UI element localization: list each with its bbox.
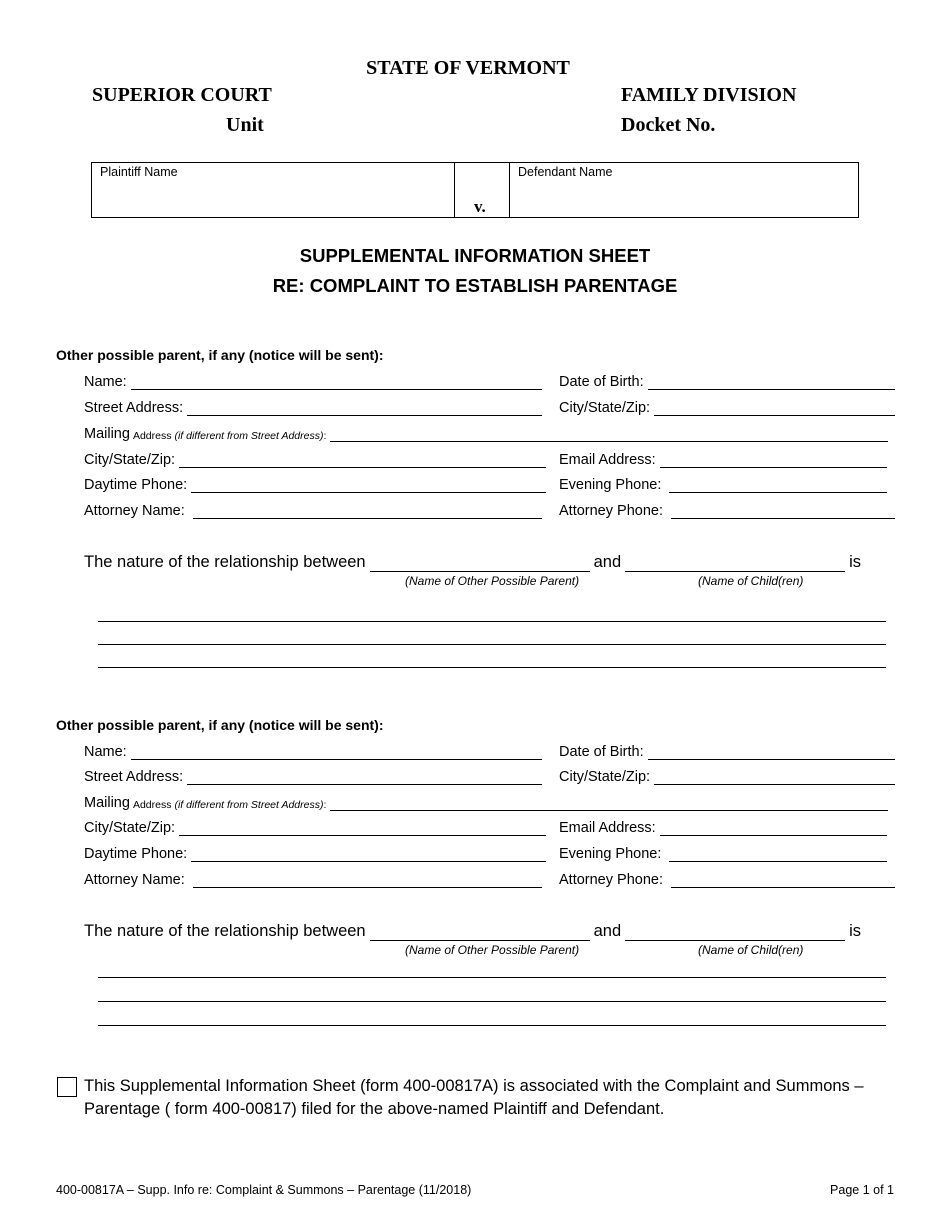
daytime-phone-label: Daytime Phone: bbox=[84, 846, 188, 862]
child-name-blank[interactable] bbox=[625, 923, 845, 941]
relationship-text: The nature of the relationship between bbox=[84, 922, 366, 940]
relationship-answer-line[interactable] bbox=[98, 644, 886, 645]
dob-field[interactable] bbox=[559, 370, 895, 390]
city-state-zip-field[interactable] bbox=[84, 816, 546, 836]
attorney-name-field[interactable] bbox=[84, 868, 542, 888]
child-name-blank[interactable] bbox=[625, 554, 845, 572]
caption-children: (Name of Child(ren) bbox=[698, 943, 804, 957]
other-parent-name-blank[interactable] bbox=[370, 554, 590, 572]
dob-field[interactable] bbox=[559, 740, 895, 760]
caption-other-parent: (Name of Other Possible Parent) bbox=[405, 574, 580, 588]
relationship-answer-line[interactable] bbox=[98, 977, 886, 978]
attorney-name-field[interactable] bbox=[84, 499, 542, 519]
defendant-name-label: Defendant Name bbox=[518, 165, 613, 179]
city-state-zip-label: City/State/Zip: bbox=[84, 452, 176, 468]
attorney-name-label: Attorney Name: bbox=[84, 503, 185, 519]
plaintiff-name-label: Plaintiff Name bbox=[100, 165, 178, 179]
attorney-name-label: Attorney Name: bbox=[84, 872, 185, 888]
street-address-label: Street Address: bbox=[84, 400, 184, 416]
attorney-phone-label: Attorney Phone: bbox=[559, 872, 663, 888]
name-label: Name: bbox=[84, 744, 127, 760]
city-state-zip-right-field[interactable] bbox=[559, 396, 895, 416]
city-state-zip-label: City/State/Zip: bbox=[559, 769, 651, 785]
relationship-is: is bbox=[849, 922, 862, 940]
dob-label: Date of Birth: bbox=[559, 744, 644, 760]
evening-phone-label: Evening Phone: bbox=[559, 477, 662, 493]
street-address-field[interactable] bbox=[84, 765, 542, 785]
name-field[interactable] bbox=[84, 370, 542, 390]
dob-label: Date of Birth: bbox=[559, 374, 644, 390]
defendant-name-field[interactable] bbox=[509, 162, 859, 218]
daytime-phone-field[interactable] bbox=[84, 842, 546, 862]
relationship-text: The nature of the relationship between bbox=[84, 553, 366, 571]
relationship-line bbox=[84, 919, 884, 941]
street-address-field[interactable] bbox=[84, 396, 542, 416]
relationship-line bbox=[84, 550, 884, 572]
evening-phone-label: Evening Phone: bbox=[559, 846, 662, 862]
unit-label: Unit bbox=[226, 114, 264, 136]
email-address-field[interactable] bbox=[559, 448, 887, 468]
caption-children: (Name of Child(ren) bbox=[698, 574, 804, 588]
state-heading: STATE OF VERMONT bbox=[366, 57, 570, 79]
relationship-and: and bbox=[593, 553, 622, 571]
docket-label: Docket No. bbox=[621, 114, 716, 136]
footer-page-number: Page 1 of 1 bbox=[830, 1183, 894, 1197]
evening-phone-field[interactable] bbox=[559, 473, 887, 493]
section-heading: Other possible parent, if any (notice will be sent): bbox=[56, 717, 384, 733]
mailing-note-address: Address bbox=[132, 799, 172, 811]
association-note: This Supplemental Information Sheet (form 400-00817A) is associated with the Complaint and Summons – Parentage ( form 400-00817) filed for the above-named Plaintiff and Defendant. bbox=[84, 1077, 864, 1118]
street-address-label: Street Address: bbox=[84, 769, 184, 785]
city-state-zip-right-field[interactable] bbox=[559, 765, 895, 785]
division-heading: FAMILY DIVISION bbox=[621, 84, 797, 106]
plaintiff-name-field[interactable] bbox=[91, 162, 455, 218]
email-address-label: Email Address: bbox=[559, 820, 656, 836]
mailing-note-colon: : bbox=[323, 430, 327, 442]
name-field[interactable] bbox=[84, 740, 542, 760]
evening-phone-field[interactable] bbox=[559, 842, 887, 862]
association-checkbox[interactable] bbox=[57, 1077, 77, 1097]
daytime-phone-field[interactable] bbox=[84, 473, 546, 493]
city-state-zip-label: City/State/Zip: bbox=[559, 400, 651, 416]
mailing-label: Mailing bbox=[84, 426, 130, 442]
attorney-phone-field[interactable] bbox=[559, 868, 895, 888]
relationship-is: is bbox=[849, 553, 862, 571]
other-parent-name-blank[interactable] bbox=[370, 923, 590, 941]
attorney-phone-field[interactable] bbox=[559, 499, 895, 519]
section-heading: Other possible parent, if any (notice will be sent): bbox=[56, 347, 384, 363]
versus-cell bbox=[454, 162, 510, 218]
email-address-label: Email Address: bbox=[559, 452, 656, 468]
email-address-field[interactable] bbox=[559, 816, 887, 836]
versus-label: v. bbox=[474, 197, 486, 216]
relationship-answer-line[interactable] bbox=[98, 1025, 886, 1026]
mailing-address-field[interactable] bbox=[84, 791, 888, 811]
attorney-phone-label: Attorney Phone: bbox=[559, 503, 663, 519]
mailing-note-address: Address bbox=[132, 430, 172, 442]
city-state-zip-field[interactable] bbox=[84, 448, 546, 468]
mailing-address-field[interactable] bbox=[84, 422, 888, 442]
mailing-note-condition: (if different from Street Address) bbox=[174, 799, 324, 811]
mailing-label: Mailing bbox=[84, 795, 130, 811]
name-label: Name: bbox=[84, 374, 127, 390]
relationship-answer-line[interactable] bbox=[98, 621, 886, 622]
mailing-note-condition: (if different from Street Address) bbox=[174, 430, 324, 442]
form-subtitle: RE: COMPLAINT TO ESTABLISH PARENTAGE bbox=[272, 275, 678, 296]
relationship-answer-line[interactable] bbox=[98, 1001, 886, 1002]
relationship-answer-line[interactable] bbox=[98, 667, 886, 668]
court-heading: SUPERIOR COURT bbox=[92, 84, 272, 106]
city-state-zip-label: City/State/Zip: bbox=[84, 820, 176, 836]
relationship-and: and bbox=[593, 922, 622, 940]
daytime-phone-label: Daytime Phone: bbox=[84, 477, 188, 493]
caption-other-parent: (Name of Other Possible Parent) bbox=[405, 943, 580, 957]
footer-form-id: 400-00817A – Supp. Info re: Complaint & Summons – Parentage (11/2018) bbox=[56, 1183, 472, 1197]
form-title: SUPPLEMENTAL INFORMATION SHEET bbox=[299, 245, 651, 266]
mailing-note-colon: : bbox=[323, 799, 327, 811]
